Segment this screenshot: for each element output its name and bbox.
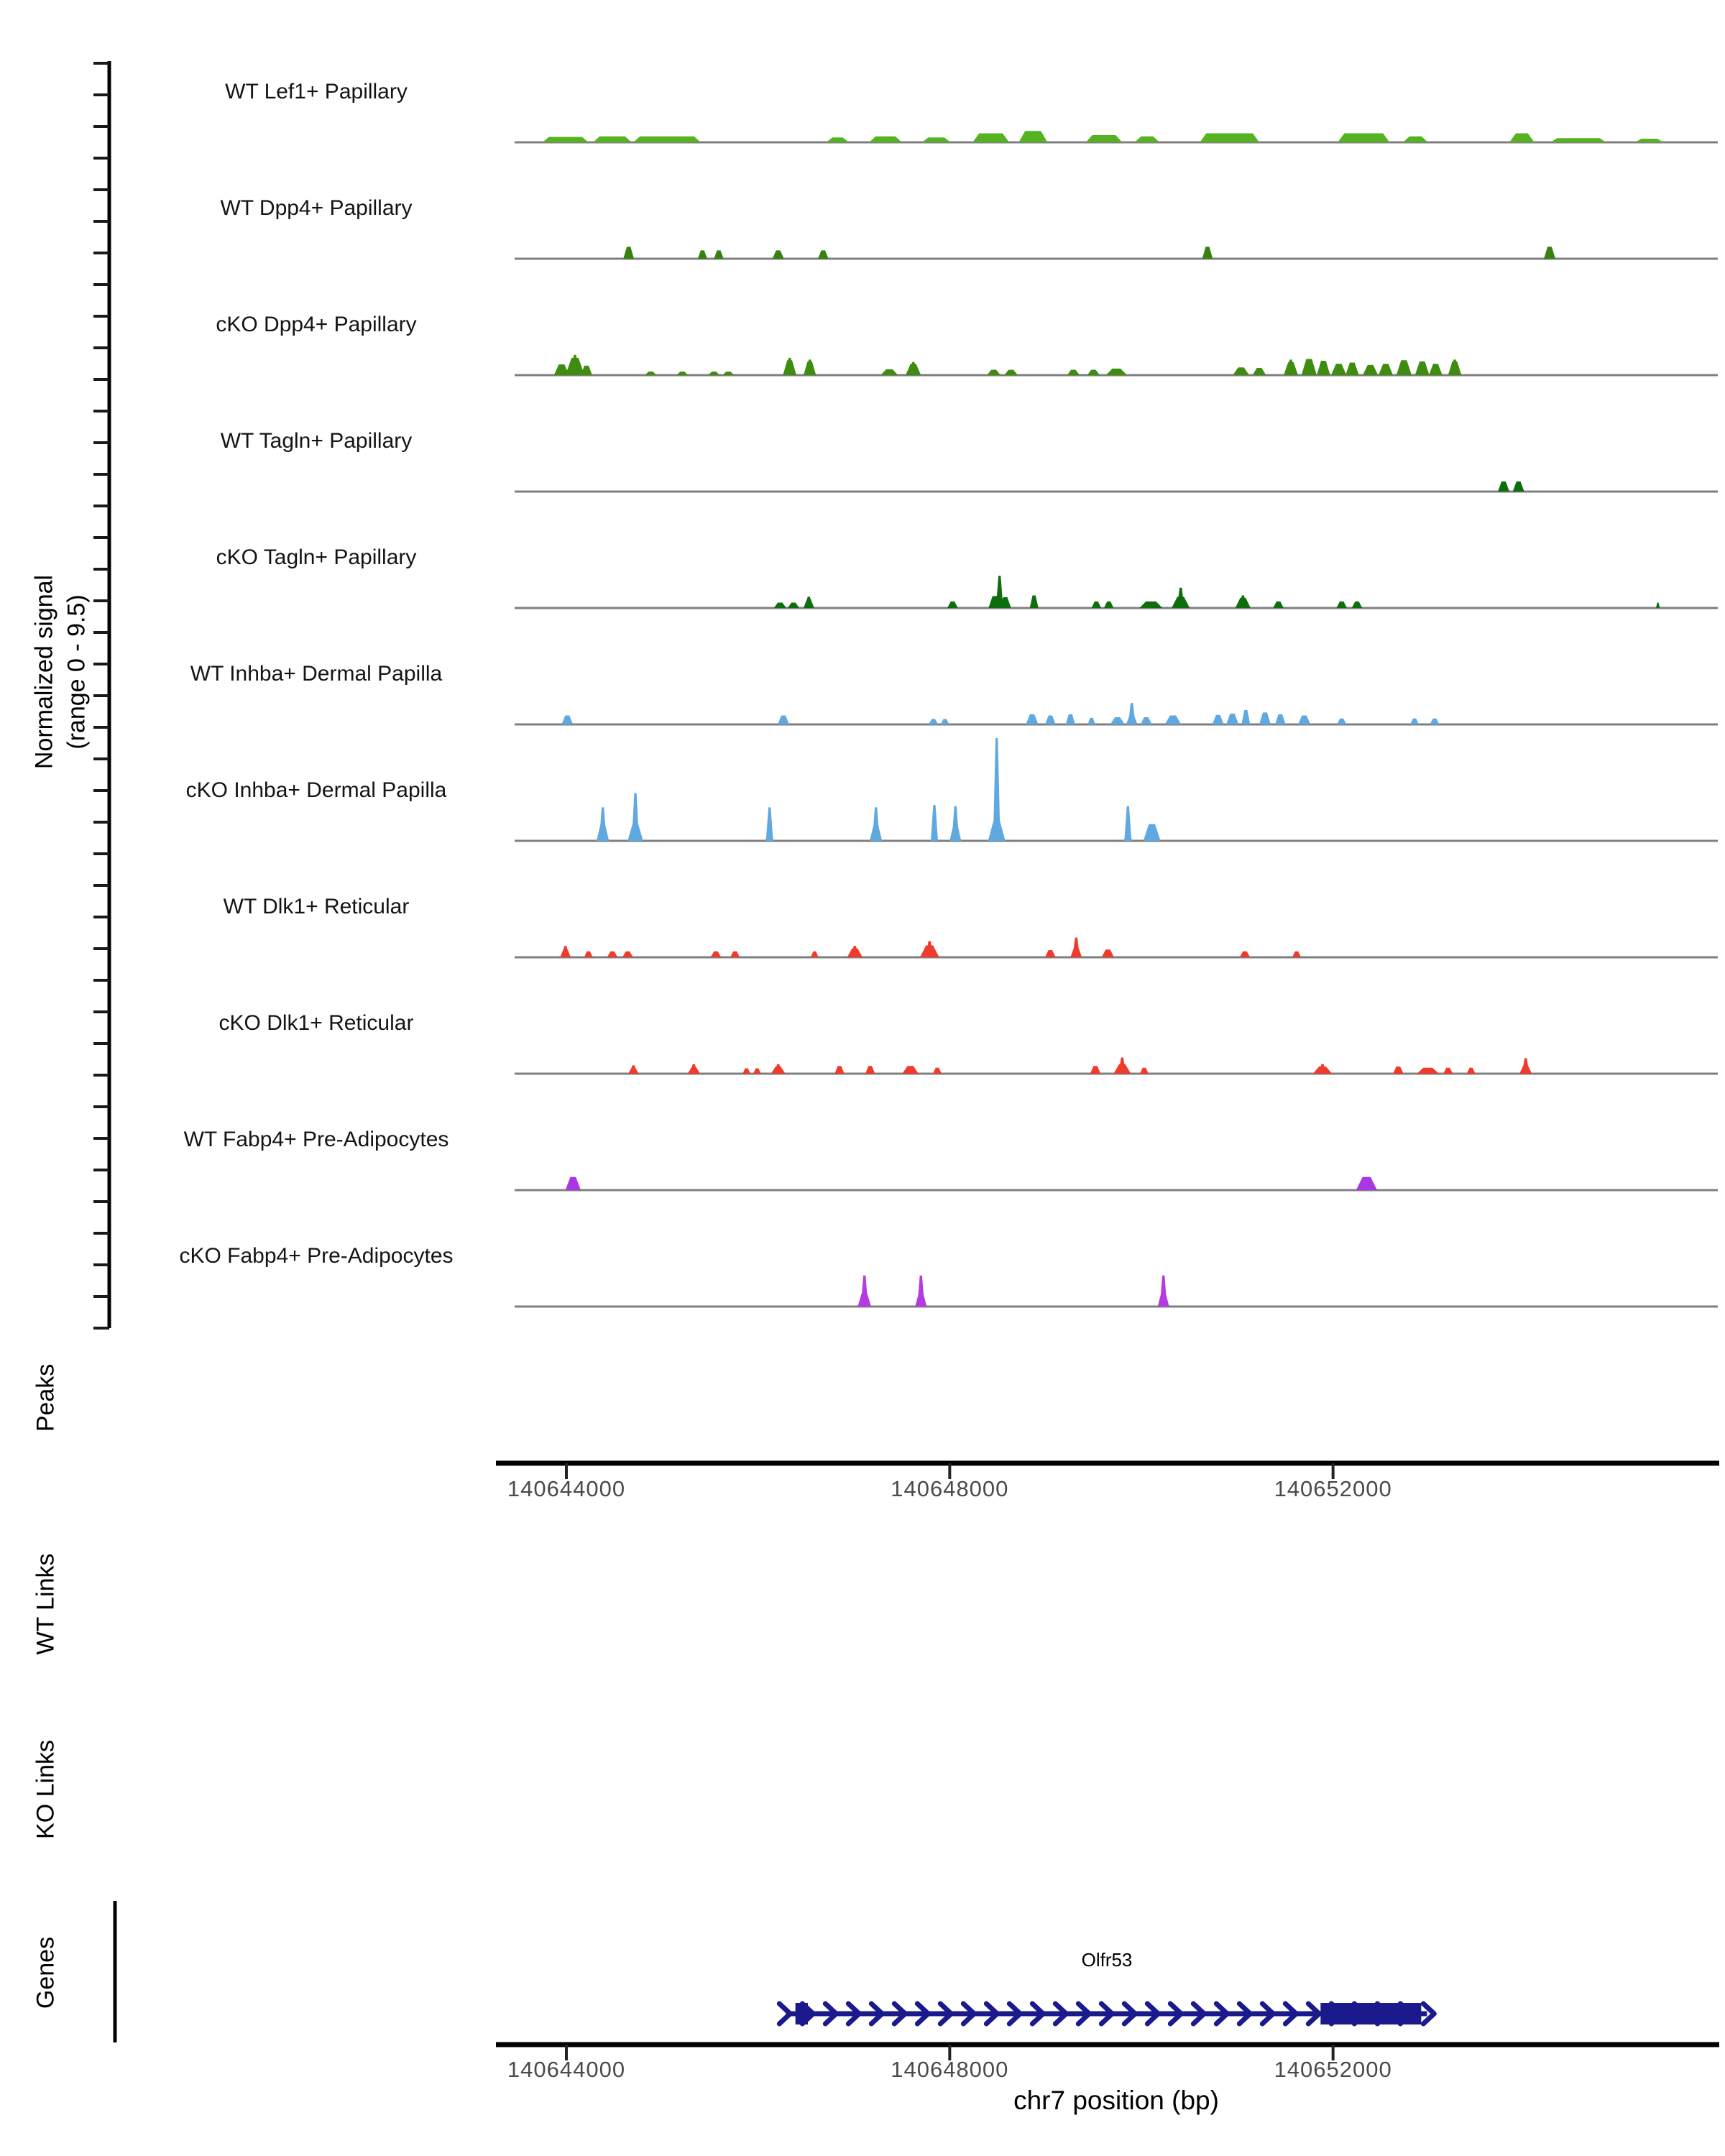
section-label-ko-links: KO Links: [32, 1740, 60, 1839]
signal-track-8: [628, 1058, 1532, 1074]
signal-track-2: [554, 355, 1462, 375]
x-axis-tick-label: 140652000: [1274, 1476, 1392, 1501]
signal-track-5: [561, 703, 1439, 724]
signal-track-4: [774, 576, 1660, 608]
section-label-peaks: Peaks: [32, 1363, 60, 1432]
track-label: cKO Inhba+ Dermal Papilla: [185, 778, 447, 802]
x-axis-tick-label: 140648000: [891, 2057, 1009, 2082]
signal-track-3: [1498, 482, 1524, 492]
track-label: WT Fabp4+ Pre-Adipocytes: [183, 1128, 449, 1151]
section-label-genes: Genes: [32, 1936, 60, 2009]
x-axis-tick-label: 140644000: [507, 1476, 626, 1501]
track-label: cKO Dpp4+ Papillary: [216, 313, 417, 336]
track-label: WT Dpp4+ Papillary: [220, 196, 413, 220]
track-label: WT Dlk1+ Reticular: [223, 895, 410, 918]
x-axis-title: chr7 position (bp): [1013, 2086, 1219, 2115]
y-axis-label-line1: Normalized signal: [30, 574, 58, 770]
track-label: cKO Fabp4+ Pre-Adipocytes: [179, 1244, 454, 1268]
track-label: WT Lef1+ Papillary: [225, 80, 408, 103]
x-axis-tick-label: 140644000: [507, 2057, 626, 2082]
gene-exon: [796, 2003, 808, 2024]
x-axis-tick-label: 140652000: [1274, 2057, 1392, 2082]
track-label: WT Inhba+ Dermal Papilla: [190, 662, 443, 686]
signal-track-6: [597, 738, 1161, 841]
track-label: WT Tagln+ Papillary: [220, 429, 413, 453]
gene-exon: [1320, 2003, 1421, 2024]
signal-track-7: [560, 938, 1301, 957]
signal-track-1: [623, 247, 1555, 259]
signal-track-9: [566, 1177, 1377, 1190]
gene-name-label: Olfr53: [1081, 1949, 1133, 1971]
y-axis-label-line2: (range 0 - 9.5): [63, 594, 91, 750]
x-axis-tick-label: 140648000: [891, 1476, 1009, 1501]
track-label: cKO Tagln+ Papillary: [216, 545, 417, 569]
signal-track-10: [857, 1276, 1169, 1307]
track-label: cKO Dlk1+ Reticular: [218, 1011, 414, 1035]
signal-track-0: [543, 131, 1664, 142]
section-label-wt-links: WT Links: [32, 1553, 60, 1655]
